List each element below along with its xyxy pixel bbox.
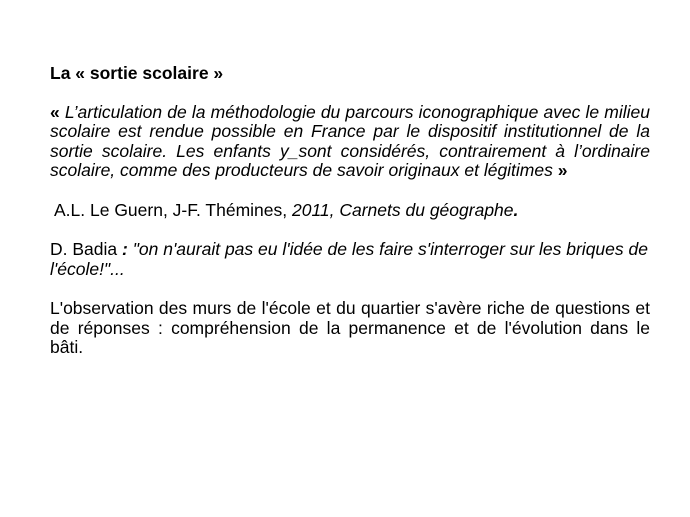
observation-paragraph: L'observation des murs de l'école et du quartier s'avère riche de questions et de réponses : compréhension de la permanence et de l'évolution dans le bâti. xyxy=(50,298,650,357)
badia-separator: : xyxy=(117,239,133,259)
quote-close-mark: » xyxy=(557,160,568,180)
citation-year: 2011, xyxy=(291,199,335,220)
citation-source: Carnets du géographe xyxy=(339,199,514,220)
quote-open-mark: « xyxy=(50,101,60,122)
badia-quote: "on n'aurait pas eu l'idée de les faire s'interroger sur les briques de l'école!"... xyxy=(50,239,648,279)
citation-authors: A.L. Le Guern, J-F. Thémines, xyxy=(54,199,292,220)
slide-title: La « sortie scolaire » xyxy=(50,63,224,83)
quote-text: L’articulation de la méthodologie du parcours iconographique avec le milieu scolaire est rendue possible en France par le dispositif institutionnel de la sortie scolaire. Les enfants y_sont considérés, contrairement à l’ordinaire scolaire, comme des producteurs de savoir originaux et légitimes xyxy=(50,101,650,180)
badia-speaker: D. Badia xyxy=(50,239,118,259)
citation-period: . xyxy=(513,199,519,220)
badia-quote-paragraph xyxy=(50,240,650,279)
citation xyxy=(54,201,650,221)
quote-paragraph xyxy=(50,103,650,181)
slide-content xyxy=(50,64,650,358)
